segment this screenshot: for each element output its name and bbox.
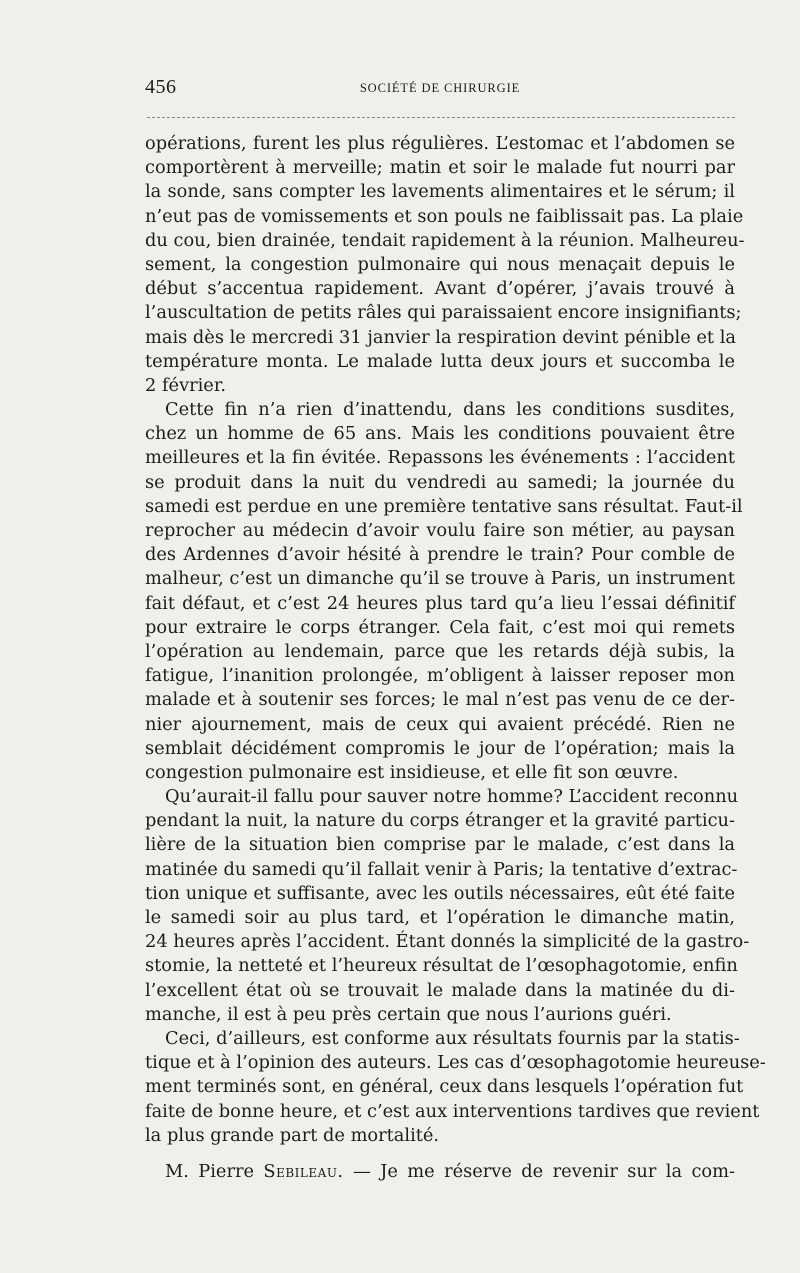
text-line: nier ajournement, mais de ceux qui avaient précédé. Rien ne — [145, 713, 735, 735]
text-line: Qu’aurait-il fallu pour sauver notre homme? L’accident reconnu — [165, 786, 739, 808]
journal-title: SOCIÉTÉ DE CHIRURGIE — [359, 81, 521, 95]
body-text — [145, 132, 766, 1184]
text-line: 24 heures après l’accident. Étant donnés la simplicité de la gastro- — [145, 931, 750, 953]
text-line: tion unique et suffisante, avec les outils nécessaires, eût été faite — [145, 882, 735, 904]
text-line: sement, la congestion pulmonaire qui nous menaçait depuis le — [145, 253, 735, 275]
text-line: se produit dans la nuit du vendredi au samedi; la journée du — [145, 471, 735, 493]
text-line: l’excellent état où se trouvait le malade dans la matinée du di- — [145, 979, 735, 1001]
text-line: fatigue, l’inanition prolongée, m’obligent à laisser reposer mon — [145, 665, 735, 687]
text-line: semblait décidément compromis le jour de l’opération; mais la — [145, 737, 735, 759]
text-line: l’auscultation de petits râles qui paraissaient encore insignifiants; — [145, 302, 742, 324]
text-line: Ceci, d’ailleurs, est conforme aux résultats fournis par la statis- — [165, 1027, 740, 1049]
paragraph-4 — [145, 1027, 766, 1148]
text-line: pour extraire le corps étranger. Cela fait, c’est moi qui remets — [145, 616, 735, 638]
text-line: stomie, la netteté et l’heureux résultat de l’œsophagotomie, enfin — [145, 955, 738, 977]
text-line: l’opération au lendemain, parce que les retards déjà subis, la — [145, 640, 735, 662]
text-line: malheur, c’est un dimanche qu’il se trouve à Paris, un instrument — [145, 568, 735, 590]
text-line: tique et à l’opinion des auteurs. Les cas d’œsophagotomie heureuse- — [145, 1052, 766, 1074]
text-line: congestion pulmonaire est insidieuse, et elle fit son œuvre. — [145, 761, 679, 783]
text-line: 2 février. — [145, 374, 227, 396]
paragraph-gap — [145, 1148, 735, 1160]
paragraph-3 — [145, 785, 750, 1027]
text-line: mais dès le mercredi 31 janvier la respiration devint pénible et la — [145, 326, 736, 348]
paragraph-2 — [145, 398, 743, 785]
text-line: du cou, bien drainée, tendait rapidement à la réunion. Malheureu- — [145, 229, 745, 251]
text-line: samedi est perdue en une première tentative sans résultat. Faut-il — [145, 495, 743, 517]
text-line: pendant la nuit, la nature du corps étranger et la gravité particu- — [145, 810, 735, 832]
text-line: fait défaut, et c’est 24 heures plus tard qu’a lieu l’essai définitif — [145, 592, 735, 614]
paragraph-1 — [145, 132, 745, 398]
text-line: température monta. Le malade lutta deux jours et succomba le — [145, 350, 735, 372]
text-line: opérations, furent les plus régulières. L’estomac et l’abdomen se — [145, 133, 735, 154]
text-line: lière de la situation bien comprise par le malade, c’est dans la — [145, 834, 735, 856]
closing-paragraph — [145, 1160, 735, 1184]
text-line: matinée du samedi qu’il fallait venir à Paris; la tentative d’extrac- — [145, 858, 738, 880]
text-line: n’eut pas de vomissements et son pouls ne faiblissait pas. La plaie — [145, 205, 744, 227]
closing-text: — Je me réserve de revenir sur la com- — [353, 1160, 736, 1182]
text-line: malade et à soutenir ses forces; le mal n’est pas venu de ce der- — [145, 689, 735, 711]
text-line: ment terminés sont, en général, ceux dans lesquels l’opération fut — [145, 1076, 744, 1098]
text-line: comportèrent à merveille; matin et soir le malade fut nourri par — [145, 157, 735, 179]
text-line: reprocher au médecin d’avoir voulu faire son métier, au paysan — [145, 520, 735, 541]
running-head — [145, 76, 735, 100]
text-line: la plus grande part de mortalité. — [145, 1124, 440, 1146]
text-line: début s’accentua rapidement. Avant d’opérer, j’avais trouvé à — [145, 278, 735, 300]
text-line: des Ardennes d’avoir hésité à prendre le train? Pour comble de — [145, 544, 735, 566]
speaker-prefix: M. Pierre — [165, 1160, 254, 1182]
text-line: Cette fin n’a rien d’inattendu, dans les conditions susdites, — [165, 399, 735, 421]
text-line: chez un homme de 65 ans. Mais les conditions pouvaient être — [145, 423, 735, 445]
page-number: 456 — [145, 76, 177, 98]
speaker-name: Sebileau. — [263, 1160, 344, 1182]
header-rule — [147, 117, 735, 118]
text-line: meilleures et la fin évitée. Repassons les événements : l’accident — [145, 447, 735, 469]
text-line: le samedi soir au plus tard, et l’opération le dimanche matin, — [145, 907, 735, 928]
text-line: faite de bonne heure, et c’est aux interventions tardives que revient — [145, 1100, 760, 1122]
text-line: manche, il est à peu près certain que nous l’aurions guéri. — [145, 1003, 672, 1025]
text-line: la sonde, sans compter les lavements alimentaires et le sérum; il — [145, 181, 735, 203]
